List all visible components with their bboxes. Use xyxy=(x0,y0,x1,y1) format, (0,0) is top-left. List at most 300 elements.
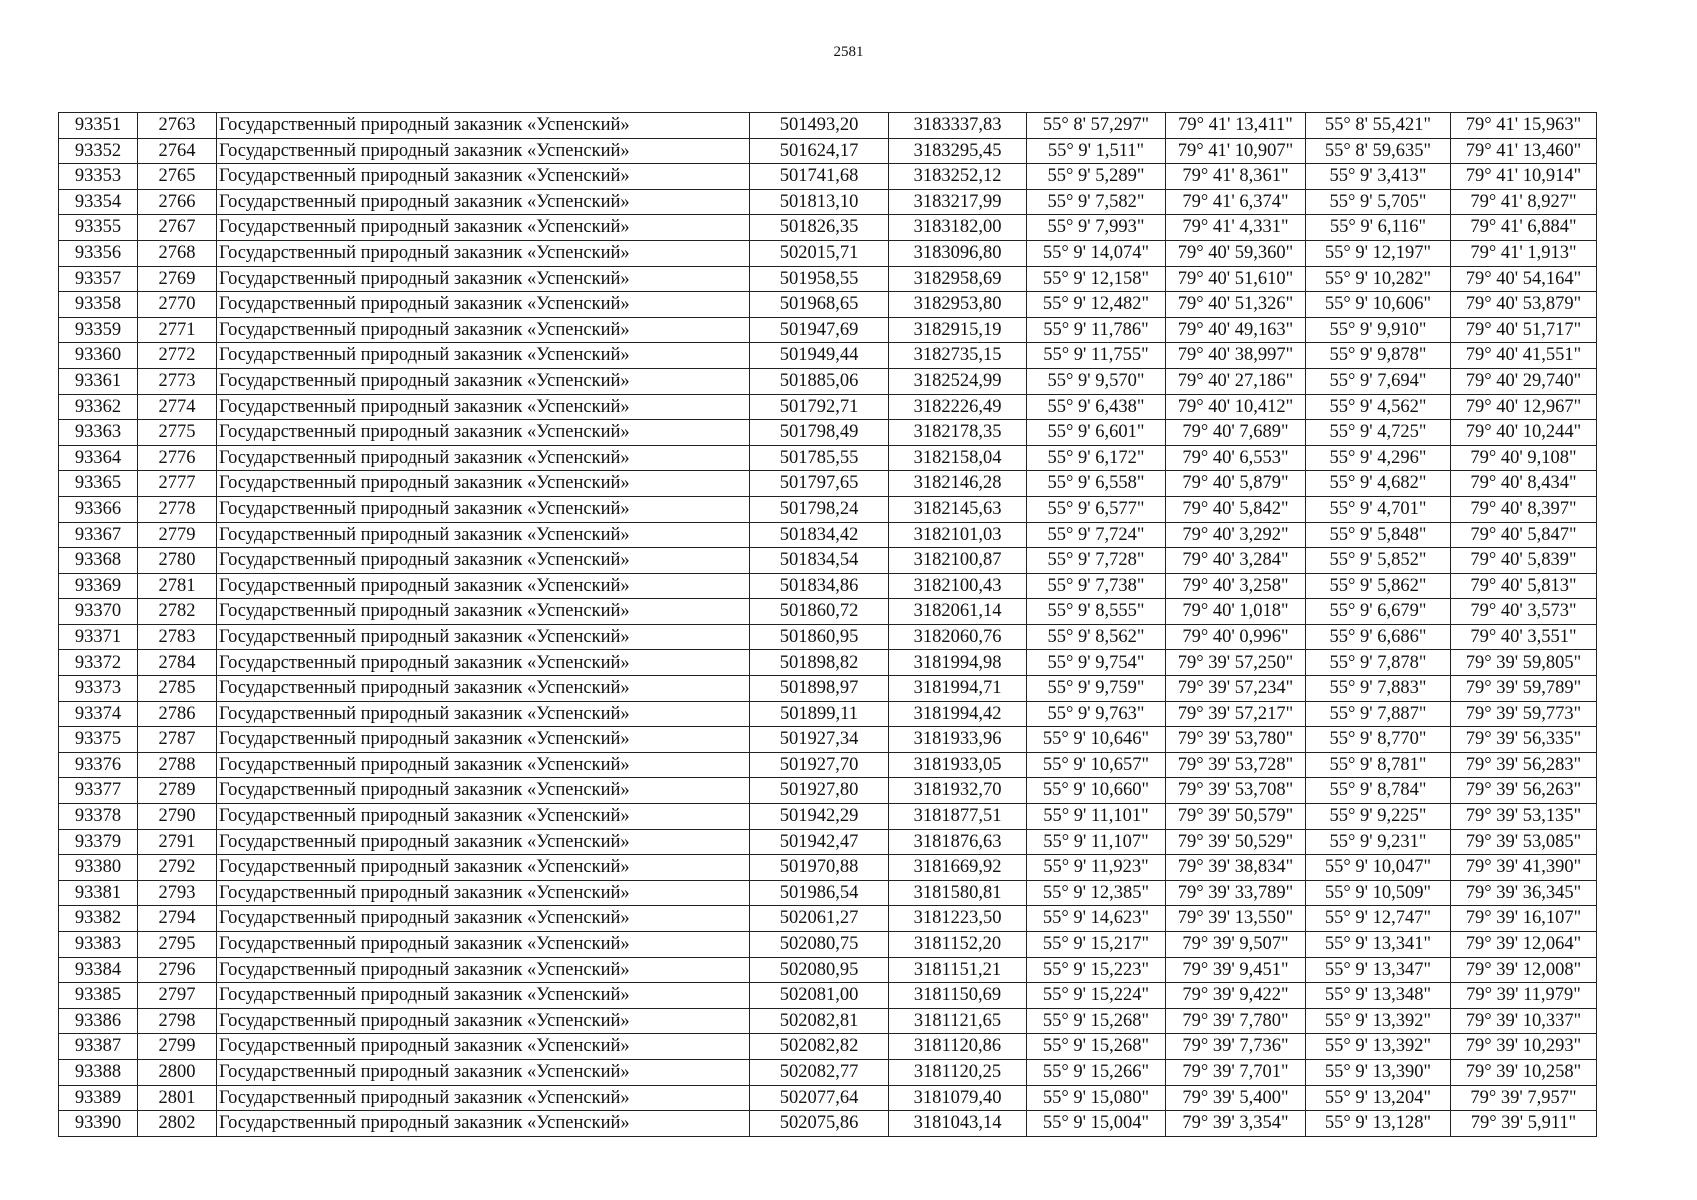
cell-y: 3182958,69 xyxy=(889,266,1027,292)
cell-lat-a: 55° 9' 6,558" xyxy=(1027,471,1166,497)
cell-x: 502077,64 xyxy=(750,1085,889,1111)
cell-lon-b: 79° 41' 13,460" xyxy=(1451,138,1597,164)
cell-x: 501986,54 xyxy=(750,880,889,906)
cell-x: 501927,70 xyxy=(750,752,889,778)
cell-point: 2771 xyxy=(138,317,217,343)
cell-lon-b: 79° 39' 59,805" xyxy=(1451,650,1597,676)
cell-lat-b: 55° 9' 13,128" xyxy=(1306,1111,1451,1137)
cell-name: Государственный природный заказник «Успенский» xyxy=(217,1008,750,1034)
cell-x: 501958,55 xyxy=(750,266,889,292)
table-row xyxy=(59,983,1597,1009)
cell-y: 3182178,35 xyxy=(889,420,1027,446)
cell-lon-a: 79° 39' 57,234" xyxy=(1166,676,1306,702)
cell-point: 2797 xyxy=(138,983,217,1009)
table-row xyxy=(59,394,1597,420)
cell-lat-a: 55° 9' 11,101" xyxy=(1027,804,1166,830)
cell-id: 93362 xyxy=(59,394,138,420)
cell-y: 3182524,99 xyxy=(889,368,1027,394)
cell-x: 502080,95 xyxy=(750,957,889,983)
cell-x: 502061,27 xyxy=(750,906,889,932)
cell-lat-a: 55° 9' 1,511" xyxy=(1027,138,1166,164)
cell-lon-a: 79° 40' 10,412" xyxy=(1166,394,1306,420)
table-row xyxy=(59,727,1597,753)
cell-lat-a: 55° 9' 8,555" xyxy=(1027,599,1166,625)
cell-name: Государственный природный заказник «Успенский» xyxy=(217,368,750,394)
cell-lat-b: 55° 8' 59,635" xyxy=(1306,138,1451,164)
cell-id: 93370 xyxy=(59,599,138,625)
cell-id: 93368 xyxy=(59,548,138,574)
cell-lat-a: 55° 9' 8,562" xyxy=(1027,624,1166,650)
cell-lat-b: 55° 9' 10,282" xyxy=(1306,266,1451,292)
cell-name: Государственный природный заказник «Успенский» xyxy=(217,343,750,369)
cell-lat-b: 55° 9' 4,562" xyxy=(1306,394,1451,420)
cell-y: 3181120,25 xyxy=(889,1059,1027,1085)
cell-lat-a: 55° 9' 12,158" xyxy=(1027,266,1166,292)
table-row xyxy=(59,113,1597,139)
cell-x: 501949,44 xyxy=(750,343,889,369)
cell-lon-b: 79° 39' 10,337" xyxy=(1451,1008,1597,1034)
table-row xyxy=(59,189,1597,215)
cell-x: 501826,35 xyxy=(750,215,889,241)
cell-x: 501624,17 xyxy=(750,138,889,164)
cell-point: 2763 xyxy=(138,113,217,139)
cell-id: 93375 xyxy=(59,727,138,753)
table-row xyxy=(59,829,1597,855)
cell-lon-b: 79° 39' 53,085" xyxy=(1451,829,1597,855)
cell-id: 93355 xyxy=(59,215,138,241)
cell-name: Государственный природный заказник «Успенский» xyxy=(217,420,750,446)
cell-lat-a: 55° 9' 11,923" xyxy=(1027,855,1166,881)
cell-lon-b: 79° 40' 51,717" xyxy=(1451,317,1597,343)
cell-name: Государственный природный заказник «Успенский» xyxy=(217,496,750,522)
cell-lon-a: 79° 40' 3,284" xyxy=(1166,548,1306,574)
cell-point: 2783 xyxy=(138,624,217,650)
cell-lat-b: 55° 9' 13,204" xyxy=(1306,1085,1451,1111)
cell-x: 502015,71 xyxy=(750,240,889,266)
cell-id: 93377 xyxy=(59,778,138,804)
cell-x: 501798,49 xyxy=(750,420,889,446)
cell-x: 501797,65 xyxy=(750,471,889,497)
cell-lon-b: 79° 40' 29,740" xyxy=(1451,368,1597,394)
cell-name: Государственный природный заказник «Успенский» xyxy=(217,1034,750,1060)
cell-name: Государственный природный заказник «Успенский» xyxy=(217,778,750,804)
cell-x: 501899,11 xyxy=(750,701,889,727)
table-row xyxy=(59,215,1597,241)
cell-name: Государственный природный заказник «Успенский» xyxy=(217,880,750,906)
cell-point: 2781 xyxy=(138,573,217,599)
cell-x: 501885,06 xyxy=(750,368,889,394)
table-row xyxy=(59,240,1597,266)
table-row xyxy=(59,957,1597,983)
cell-lon-b: 79° 39' 59,773" xyxy=(1451,701,1597,727)
cell-lat-a: 55° 9' 7,724" xyxy=(1027,522,1166,548)
cell-lat-b: 55° 9' 6,116" xyxy=(1306,215,1451,241)
cell-lon-a: 79° 40' 27,186" xyxy=(1166,368,1306,394)
cell-name: Государственный природный заказник «Успенский» xyxy=(217,292,750,318)
cell-id: 93385 xyxy=(59,983,138,1009)
cell-id: 93379 xyxy=(59,829,138,855)
cell-lat-b: 55° 9' 13,341" xyxy=(1306,932,1451,958)
cell-lon-a: 79° 39' 7,780" xyxy=(1166,1008,1306,1034)
cell-lon-b: 79° 39' 59,789" xyxy=(1451,676,1597,702)
cell-lon-a: 79° 40' 6,553" xyxy=(1166,445,1306,471)
cell-name: Государственный природный заказник «Успенский» xyxy=(217,650,750,676)
cell-id: 93388 xyxy=(59,1059,138,1085)
cell-lon-b: 79° 39' 11,979" xyxy=(1451,983,1597,1009)
cell-lat-b: 55° 9' 4,701" xyxy=(1306,496,1451,522)
cell-lon-a: 79° 40' 59,360" xyxy=(1166,240,1306,266)
cell-x: 502082,82 xyxy=(750,1034,889,1060)
cell-x: 501792,71 xyxy=(750,394,889,420)
cell-lon-b: 79° 40' 8,434" xyxy=(1451,471,1597,497)
table-row xyxy=(59,906,1597,932)
cell-x: 501898,82 xyxy=(750,650,889,676)
cell-point: 2801 xyxy=(138,1085,217,1111)
cell-y: 3181933,96 xyxy=(889,727,1027,753)
table-row xyxy=(59,932,1597,958)
cell-lat-b: 55° 9' 7,883" xyxy=(1306,676,1451,702)
cell-lat-a: 55° 9' 12,482" xyxy=(1027,292,1166,318)
cell-name: Государственный природный заказник «Успенский» xyxy=(217,266,750,292)
cell-id: 93358 xyxy=(59,292,138,318)
cell-lon-a: 79° 41' 8,361" xyxy=(1166,164,1306,190)
cell-lon-a: 79° 39' 9,507" xyxy=(1166,932,1306,958)
cell-lon-b: 79° 39' 5,911" xyxy=(1451,1111,1597,1137)
cell-lon-a: 79° 39' 5,400" xyxy=(1166,1085,1306,1111)
cell-lon-a: 79° 40' 3,258" xyxy=(1166,573,1306,599)
cell-x: 501834,42 xyxy=(750,522,889,548)
cell-lat-b: 55° 9' 12,197" xyxy=(1306,240,1451,266)
cell-name: Государственный природный заказник «Успенский» xyxy=(217,906,750,932)
cell-point: 2791 xyxy=(138,829,217,855)
cell-y: 3181669,92 xyxy=(889,855,1027,881)
cell-lon-b: 79° 40' 12,967" xyxy=(1451,394,1597,420)
cell-lon-b: 79° 40' 54,164" xyxy=(1451,266,1597,292)
cell-point: 2785 xyxy=(138,676,217,702)
cell-id: 93352 xyxy=(59,138,138,164)
cell-point: 2787 xyxy=(138,727,217,753)
cell-lat-a: 55° 9' 7,728" xyxy=(1027,548,1166,574)
cell-lon-a: 79° 39' 38,834" xyxy=(1166,855,1306,881)
table-row xyxy=(59,778,1597,804)
cell-id: 93354 xyxy=(59,189,138,215)
cell-lon-a: 79° 40' 5,842" xyxy=(1166,496,1306,522)
cell-point: 2778 xyxy=(138,496,217,522)
cell-y: 3182061,14 xyxy=(889,599,1027,625)
table-row xyxy=(59,752,1597,778)
cell-lon-b: 79° 39' 56,335" xyxy=(1451,727,1597,753)
cell-id: 93359 xyxy=(59,317,138,343)
coordinates-table xyxy=(58,112,1597,1137)
cell-point: 2770 xyxy=(138,292,217,318)
cell-x: 501798,24 xyxy=(750,496,889,522)
table-body xyxy=(59,113,1597,1137)
cell-name: Государственный природный заказник «Успенский» xyxy=(217,983,750,1009)
cell-y: 3181223,50 xyxy=(889,906,1027,932)
cell-lat-a: 55° 9' 15,268" xyxy=(1027,1008,1166,1034)
table-row xyxy=(59,1034,1597,1060)
cell-name: Государственный природный заказник «Успенский» xyxy=(217,215,750,241)
cell-lon-a: 79° 39' 50,579" xyxy=(1166,804,1306,830)
cell-name: Государственный природный заказник «Успенский» xyxy=(217,317,750,343)
cell-lon-b: 79° 40' 9,108" xyxy=(1451,445,1597,471)
cell-id: 93356 xyxy=(59,240,138,266)
cell-x: 501741,68 xyxy=(750,164,889,190)
cell-x: 501898,97 xyxy=(750,676,889,702)
cell-lon-b: 79° 39' 56,263" xyxy=(1451,778,1597,804)
cell-lat-a: 55° 9' 9,754" xyxy=(1027,650,1166,676)
cell-point: 2766 xyxy=(138,189,217,215)
cell-lon-b: 79° 41' 15,963" xyxy=(1451,113,1597,139)
cell-lon-b: 79° 40' 8,397" xyxy=(1451,496,1597,522)
cell-id: 93381 xyxy=(59,880,138,906)
cell-point: 2769 xyxy=(138,266,217,292)
cell-lat-a: 55° 9' 7,993" xyxy=(1027,215,1166,241)
cell-name: Государственный природный заказник «Успенский» xyxy=(217,932,750,958)
cell-lat-b: 55° 9' 13,392" xyxy=(1306,1034,1451,1060)
table-row xyxy=(59,343,1597,369)
table-row xyxy=(59,164,1597,190)
cell-lon-a: 79° 39' 53,728" xyxy=(1166,752,1306,778)
cell-y: 3181994,71 xyxy=(889,676,1027,702)
table-row xyxy=(59,573,1597,599)
cell-point: 2802 xyxy=(138,1111,217,1137)
cell-lon-a: 79° 39' 53,708" xyxy=(1166,778,1306,804)
cell-x: 501813,10 xyxy=(750,189,889,215)
cell-lat-a: 55° 9' 6,438" xyxy=(1027,394,1166,420)
table-row xyxy=(59,650,1597,676)
cell-name: Государственный природный заказник «Успенский» xyxy=(217,599,750,625)
table-row xyxy=(59,548,1597,574)
cell-name: Государственный природный заказник «Успенский» xyxy=(217,701,750,727)
cell-id: 93389 xyxy=(59,1085,138,1111)
cell-lat-b: 55° 9' 9,225" xyxy=(1306,804,1451,830)
cell-y: 3182060,76 xyxy=(889,624,1027,650)
cell-y: 3182146,28 xyxy=(889,471,1027,497)
cell-y: 3181932,70 xyxy=(889,778,1027,804)
cell-id: 93380 xyxy=(59,855,138,881)
cell-id: 93366 xyxy=(59,496,138,522)
cell-x: 501927,80 xyxy=(750,778,889,804)
cell-name: Государственный природный заказник «Успенский» xyxy=(217,573,750,599)
cell-id: 93365 xyxy=(59,471,138,497)
cell-id: 93361 xyxy=(59,368,138,394)
cell-name: Государственный природный заказник «Успенский» xyxy=(217,113,750,139)
cell-lon-a: 79° 40' 49,163" xyxy=(1166,317,1306,343)
cell-id: 93360 xyxy=(59,343,138,369)
cell-y: 3182100,43 xyxy=(889,573,1027,599)
cell-name: Государственный природный заказник «Успенский» xyxy=(217,164,750,190)
cell-name: Государственный природный заказник «Успенский» xyxy=(217,522,750,548)
cell-lat-b: 55° 8' 55,421" xyxy=(1306,113,1451,139)
cell-x: 502082,77 xyxy=(750,1059,889,1085)
cell-x: 501968,65 xyxy=(750,292,889,318)
cell-y: 3182100,87 xyxy=(889,548,1027,574)
cell-point: 2767 xyxy=(138,215,217,241)
cell-id: 93353 xyxy=(59,164,138,190)
cell-lon-a: 79° 39' 9,422" xyxy=(1166,983,1306,1009)
cell-y: 3181877,51 xyxy=(889,804,1027,830)
cell-lat-b: 55° 9' 10,509" xyxy=(1306,880,1451,906)
cell-point: 2774 xyxy=(138,394,217,420)
cell-lon-b: 79° 39' 36,345" xyxy=(1451,880,1597,906)
cell-y: 3181994,42 xyxy=(889,701,1027,727)
cell-lon-a: 79° 40' 7,689" xyxy=(1166,420,1306,446)
cell-point: 2790 xyxy=(138,804,217,830)
cell-id: 93369 xyxy=(59,573,138,599)
cell-lon-a: 79° 39' 33,789" xyxy=(1166,880,1306,906)
cell-y: 3183295,45 xyxy=(889,138,1027,164)
cell-lon-a: 79° 40' 51,326" xyxy=(1166,292,1306,318)
cell-lon-b: 79° 39' 41,390" xyxy=(1451,855,1597,881)
cell-lat-a: 55° 9' 7,582" xyxy=(1027,189,1166,215)
cell-point: 2793 xyxy=(138,880,217,906)
cell-lat-a: 55° 9' 10,657" xyxy=(1027,752,1166,778)
cell-point: 2765 xyxy=(138,164,217,190)
table-row xyxy=(59,1008,1597,1034)
table-row xyxy=(59,471,1597,497)
cell-lat-a: 55° 9' 6,577" xyxy=(1027,496,1166,522)
cell-point: 2788 xyxy=(138,752,217,778)
cell-y: 3182158,04 xyxy=(889,445,1027,471)
cell-lat-a: 55° 9' 10,660" xyxy=(1027,778,1166,804)
cell-x: 501942,29 xyxy=(750,804,889,830)
cell-y: 3181121,65 xyxy=(889,1008,1027,1034)
cell-id: 93372 xyxy=(59,650,138,676)
cell-point: 2772 xyxy=(138,343,217,369)
cell-lon-b: 79° 39' 12,064" xyxy=(1451,932,1597,958)
cell-x: 501785,55 xyxy=(750,445,889,471)
cell-y: 3182735,15 xyxy=(889,343,1027,369)
cell-name: Государственный природный заказник «Успенский» xyxy=(217,855,750,881)
cell-lon-b: 79° 39' 10,258" xyxy=(1451,1059,1597,1085)
cell-y: 3183252,12 xyxy=(889,164,1027,190)
cell-name: Государственный природный заказник «Успенский» xyxy=(217,240,750,266)
table-row xyxy=(59,1085,1597,1111)
cell-lon-a: 79° 40' 51,610" xyxy=(1166,266,1306,292)
cell-lat-b: 55° 9' 7,694" xyxy=(1306,368,1451,394)
table-row xyxy=(59,624,1597,650)
cell-lat-b: 55° 9' 8,781" xyxy=(1306,752,1451,778)
cell-point: 2780 xyxy=(138,548,217,574)
cell-id: 93367 xyxy=(59,522,138,548)
cell-lat-b: 55° 9' 5,848" xyxy=(1306,522,1451,548)
cell-name: Государственный природный заказник «Успенский» xyxy=(217,804,750,830)
cell-lat-a: 55° 9' 5,289" xyxy=(1027,164,1166,190)
cell-name: Государственный природный заказник «Успенский» xyxy=(217,1085,750,1111)
cell-name: Государственный природный заказник «Успенский» xyxy=(217,138,750,164)
cell-lon-a: 79° 39' 57,217" xyxy=(1166,701,1306,727)
page-number: 2581 xyxy=(833,44,864,60)
cell-point: 2795 xyxy=(138,932,217,958)
cell-lat-a: 55° 9' 6,601" xyxy=(1027,420,1166,446)
cell-lat-a: 55° 9' 15,217" xyxy=(1027,932,1166,958)
cell-x: 501834,54 xyxy=(750,548,889,574)
cell-x: 502081,00 xyxy=(750,983,889,1009)
cell-lat-b: 55° 9' 6,686" xyxy=(1306,624,1451,650)
cell-x: 501927,34 xyxy=(750,727,889,753)
cell-lat-a: 55° 9' 11,755" xyxy=(1027,343,1166,369)
cell-point: 2784 xyxy=(138,650,217,676)
table-row xyxy=(59,522,1597,548)
cell-lon-a: 79° 39' 7,736" xyxy=(1166,1034,1306,1060)
cell-name: Государственный природный заказник «Успенский» xyxy=(217,752,750,778)
table-row xyxy=(59,855,1597,881)
cell-point: 2792 xyxy=(138,855,217,881)
cell-y: 3182101,03 xyxy=(889,522,1027,548)
table-row xyxy=(59,701,1597,727)
cell-y: 3182953,80 xyxy=(889,292,1027,318)
cell-x: 501860,72 xyxy=(750,599,889,625)
table-row xyxy=(59,368,1597,394)
cell-lat-b: 55° 9' 13,390" xyxy=(1306,1059,1451,1085)
cell-point: 2786 xyxy=(138,701,217,727)
cell-point: 2777 xyxy=(138,471,217,497)
cell-lon-b: 79° 40' 3,573" xyxy=(1451,599,1597,625)
cell-lat-a: 55° 9' 12,385" xyxy=(1027,880,1166,906)
table-row xyxy=(59,138,1597,164)
cell-x: 501860,95 xyxy=(750,624,889,650)
cell-x: 502082,81 xyxy=(750,1008,889,1034)
cell-lon-b: 79° 39' 16,107" xyxy=(1451,906,1597,932)
cell-lat-b: 55° 9' 4,296" xyxy=(1306,445,1451,471)
cell-lon-b: 79° 40' 5,839" xyxy=(1451,548,1597,574)
cell-lon-b: 79° 39' 56,283" xyxy=(1451,752,1597,778)
cell-y: 3181994,98 xyxy=(889,650,1027,676)
cell-id: 93374 xyxy=(59,701,138,727)
cell-lat-b: 55° 9' 5,852" xyxy=(1306,548,1451,574)
cell-lat-b: 55° 9' 4,682" xyxy=(1306,471,1451,497)
cell-lon-b: 79° 40' 5,813" xyxy=(1451,573,1597,599)
cell-lon-a: 79° 39' 3,354" xyxy=(1166,1111,1306,1137)
cell-point: 2789 xyxy=(138,778,217,804)
cell-lon-a: 79° 39' 53,780" xyxy=(1166,727,1306,753)
table-row xyxy=(59,420,1597,446)
cell-point: 2768 xyxy=(138,240,217,266)
cell-y: 3182226,49 xyxy=(889,394,1027,420)
cell-point: 2800 xyxy=(138,1059,217,1085)
cell-point: 2799 xyxy=(138,1034,217,1060)
cell-lon-a: 79° 41' 10,907" xyxy=(1166,138,1306,164)
cell-id: 93351 xyxy=(59,113,138,139)
cell-lat-b: 55° 9' 6,679" xyxy=(1306,599,1451,625)
cell-name: Государственный природный заказник «Успенский» xyxy=(217,829,750,855)
cell-y: 3182145,63 xyxy=(889,496,1027,522)
cell-lat-b: 55° 9' 10,606" xyxy=(1306,292,1451,318)
table-row xyxy=(59,676,1597,702)
cell-lat-b: 55° 9' 9,910" xyxy=(1306,317,1451,343)
table-row xyxy=(59,599,1597,625)
cell-y: 3181580,81 xyxy=(889,880,1027,906)
cell-lon-b: 79° 39' 53,135" xyxy=(1451,804,1597,830)
cell-id: 93371 xyxy=(59,624,138,650)
cell-lon-a: 79° 39' 13,550" xyxy=(1166,906,1306,932)
cell-id: 93390 xyxy=(59,1111,138,1137)
cell-id: 93383 xyxy=(59,932,138,958)
cell-name: Государственный природный заказник «Успенский» xyxy=(217,624,750,650)
cell-lat-b: 55° 9' 13,347" xyxy=(1306,957,1451,983)
table-row xyxy=(59,266,1597,292)
cell-name: Государственный природный заказник «Успенский» xyxy=(217,189,750,215)
cell-name: Государственный природный заказник «Успенский» xyxy=(217,548,750,574)
cell-lon-b: 79° 41' 1,913" xyxy=(1451,240,1597,266)
cell-y: 3182915,19 xyxy=(889,317,1027,343)
cell-y: 3181150,69 xyxy=(889,983,1027,1009)
cell-x: 501493,20 xyxy=(750,113,889,139)
cell-lon-b: 79° 41' 6,884" xyxy=(1451,215,1597,241)
cell-lon-b: 79° 41' 8,927" xyxy=(1451,189,1597,215)
cell-lat-a: 55° 9' 6,172" xyxy=(1027,445,1166,471)
